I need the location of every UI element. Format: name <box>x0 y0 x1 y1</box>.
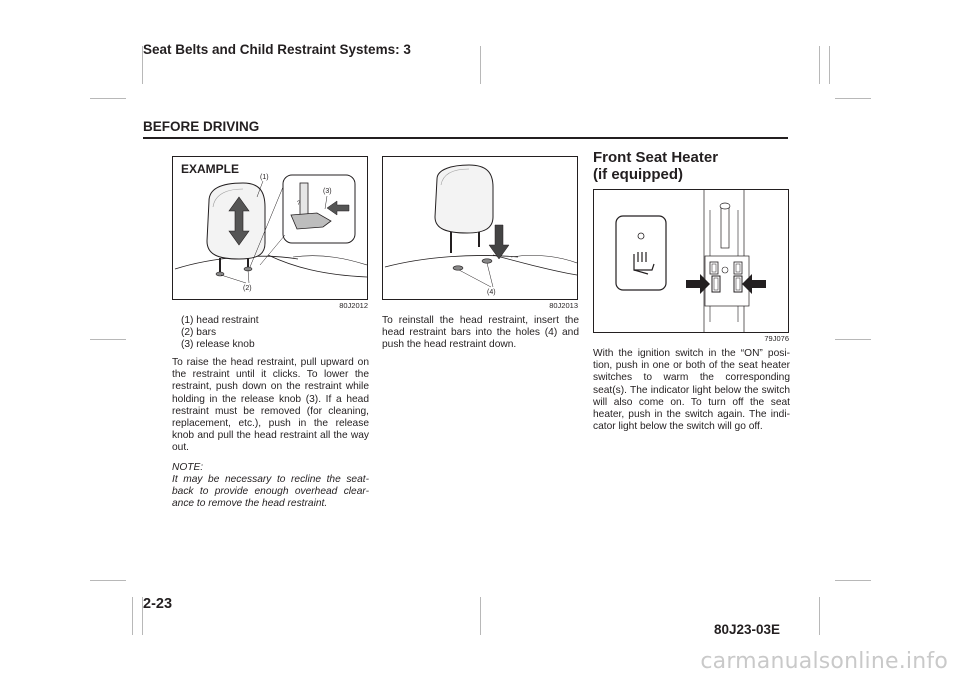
header-rule <box>143 137 788 139</box>
paragraph: To raise the head restraint, pull upward on the restraint until it clicks. To lower the restraint, push down on the restraint while holding in the release knob (3). If a head restraint must be removed (for cleaning, replacement, etc.), push in the release knob and pull the head restraint all the way out. <box>172 357 369 454</box>
seat-heater-illustration <box>594 190 788 332</box>
column-2-text <box>382 315 579 359</box>
note-text: It may be necessary to recline the seat-back to provide enough overhead clear-ance to remove the head restraint. <box>172 473 369 510</box>
crop-mark <box>835 339 871 340</box>
crop-mark <box>480 597 481 635</box>
figure-code: 79J076 <box>764 334 789 343</box>
chapter-title: Seat Belts and Child Restraint Systems: 3 <box>143 42 411 57</box>
legend-item: (2) bars <box>181 327 217 339</box>
callout-2: (2) <box>243 285 252 292</box>
figure-tag: EXAMPLE <box>181 162 240 176</box>
paragraph: With the ignition switch in the “ON” posi-tion, push in one or both of the seat heater switches to warm the corresponding seat(s). The indicator light below the switch will also come on. To turn off the seat heater, push in the switch again. The indi-cator light below the switch will go off. <box>593 348 790 433</box>
head-restraint-illustration <box>173 157 367 299</box>
figure-code: 80J2013 <box>549 301 578 310</box>
crop-mark <box>819 46 820 84</box>
document-code: 80J23-03E <box>714 622 781 637</box>
figure-code: 80J2012 <box>339 301 368 310</box>
crop-mark <box>480 46 481 84</box>
paragraph: To reinstall the head restraint, insert the head restraint bars into the holes (4) and push the head restraint down. <box>382 315 579 351</box>
column-1-text <box>172 357 369 510</box>
crop-mark <box>90 580 126 581</box>
indicator-light-icon <box>638 233 644 239</box>
crop-mark <box>132 597 133 635</box>
callout-1: (1) <box>260 174 269 181</box>
crop-mark <box>835 98 871 99</box>
heading-line: Front Seat Heater <box>593 149 719 166</box>
crop-mark <box>829 46 830 84</box>
svg-text:?: ? <box>297 201 301 207</box>
crop-mark <box>819 597 820 635</box>
heading-line: (if equipped) <box>593 166 683 183</box>
column-3-text <box>593 348 790 440</box>
legend-item: (3) release knob <box>181 339 255 351</box>
legend-item: (1) head restraint <box>181 315 259 326</box>
crop-mark <box>90 339 126 340</box>
section-heading <box>593 149 718 183</box>
crop-mark <box>835 580 871 581</box>
reinstall-illustration <box>383 157 577 299</box>
crop-mark <box>90 98 126 99</box>
callout-3: (3) <box>323 188 332 195</box>
down-arrow-icon <box>489 225 509 259</box>
figure-seat-heater-switches <box>593 189 789 333</box>
note-label: NOTE: <box>172 461 204 473</box>
page-number: 2-23 <box>143 596 173 612</box>
figure-head-restraint-reinstall <box>382 156 578 300</box>
section-title: BEFORE DRIVING <box>143 119 260 134</box>
figure-legend <box>181 315 259 352</box>
figure-head-restraint-adjust <box>172 156 368 300</box>
callout-4: (4) <box>487 289 496 296</box>
watermark: carmanualsonline.info <box>700 649 948 674</box>
